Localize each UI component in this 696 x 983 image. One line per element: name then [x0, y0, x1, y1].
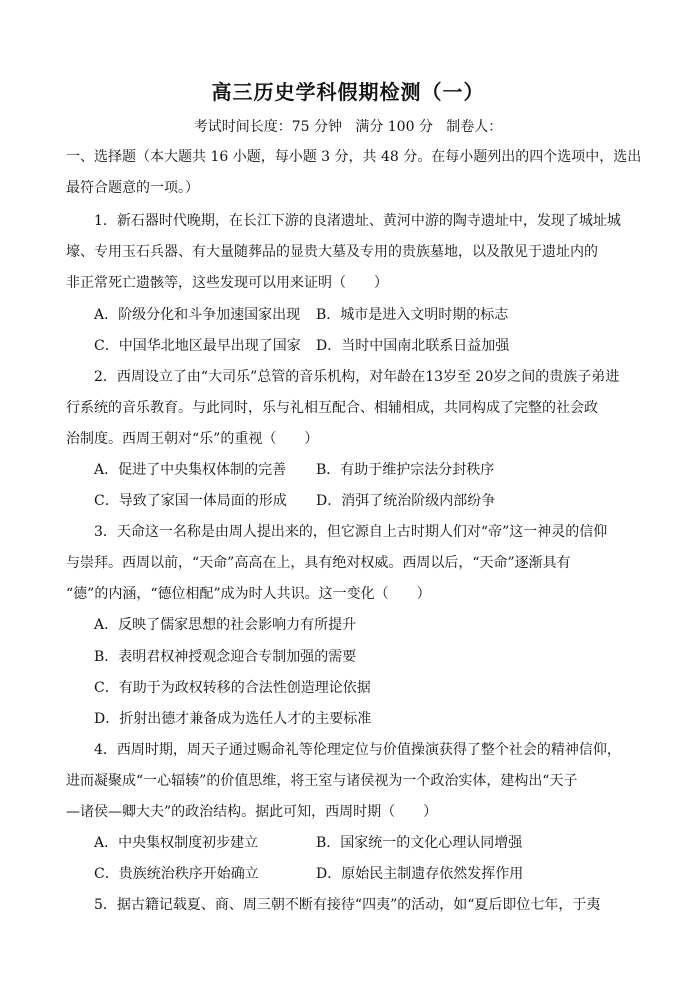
section-heading-line-1: 一、选择题（本大题共 16 小题，每小题 3 分，共 48 分。在每小题列出的四个选项中，选出 [66, 149, 642, 165]
q3-option-d[interactable]: D．折射出德才兼备成为选任人才的主要标准 [94, 711, 372, 727]
q2-option-c[interactable]: C．导致了家国一体局面的形成 [94, 493, 287, 509]
page-title: 高三历史学科假期检测（一） [211, 80, 485, 104]
q3-option-c[interactable]: C．有助于为政权转移的合法性创造理论依据 [94, 680, 371, 696]
q1-stem-line-3: 非正常死亡遗骸等，这些发现可以用来证明（ ） [66, 275, 388, 291]
q3-stem-line-2: 与崇拜。西周以前，“天命”高高在上，具有绝对权威。西周以后，“天命”逐渐具有 [66, 555, 571, 571]
q5-stem-line-1: 5．据古籍记载夏、商、周三朝不断有接待“四夷”的活动，如“夏后即位七年，于夷 [94, 897, 601, 913]
q2-option-b[interactable]: B．有助于维护宗法分封秩序 [316, 462, 495, 478]
q2-option-d[interactable]: D．消弭了统治阶级内部纷争 [316, 493, 496, 509]
q2-stem-line-2: 行系统的音乐教育。与此同时，乐与礼相互配合、相辅相成，共同构成了完整的社会政 [66, 400, 598, 416]
q4-option-c[interactable]: C．贵族统治秩序开始确立 [94, 866, 259, 882]
q4-option-d[interactable]: D．原始民主制遗存依然发挥作用 [316, 866, 524, 882]
q1-option-b[interactable]: B．城市是进入文明时期的标志 [316, 307, 509, 323]
q1-option-d[interactable]: D．当时中国南北联系日益加强 [316, 338, 510, 354]
q4-option-a[interactable]: A．中央集权制度初步建立 [94, 835, 259, 851]
q3-stem-line-1: 3．天命这一名称是由周人提出来的，但它源自上古时期人们对“帝”这一神灵的信仰 [94, 524, 608, 540]
section-heading-line-2: 最符合题意的一项。） [66, 180, 199, 196]
q2-stem-line-3: 治制度。西周王朝对“乐”的重视（ ） [66, 431, 319, 447]
q4-stem-line-3: —诸侯—卿大夫”的政治结构。据此可知，西周时期（ ） [66, 804, 438, 820]
q1-stem-line-1: 1．新石器时代晚期，在长江下游的良渚遗址、黄河中游的陶寺遗址中，发现了城址城 [94, 213, 621, 229]
q1-stem-line-2: 壕、专用玉石兵器、有大量随葬品的显贵大墓及专用的贵族墓地，以及散见于遗址内的 [66, 244, 598, 260]
q2-option-a[interactable]: A．促进了中央集权体制的完善 [94, 462, 287, 478]
q3-stem-line-3: “德”的内涵，“德位相配”成为时人共识。这一变化（ ） [66, 586, 431, 602]
q3-option-b[interactable]: B．表明君权神授观念迎合专制加强的需要 [94, 649, 357, 665]
exam-info: 考试时间长度：75 分钟 满分 100 分 制卷人： [193, 119, 503, 135]
q4-option-b[interactable]: B．国家统一的文化心理认同增强 [316, 835, 523, 851]
q4-stem-line-2: 进而凝聚成“一心辐辏”的价值思维，将王室与诸侯视为一个政治实体，建构出“天子 [66, 773, 578, 789]
q4-stem-line-1: 4．西周时期，周天子通过赐命礼等伦理定位与价值操演获得了整个社会的精神信仰， [94, 742, 621, 758]
q3-option-a[interactable]: A．反映了儒家思想的社会影响力有所提升 [94, 617, 357, 633]
q1-option-a[interactable]: A．阶级分化和斗争加速国家出现 [94, 307, 301, 323]
q2-stem-line-1: 2．西周设立了由“大司乐”总管的音乐机构，对年龄在13岁至 20岁之间的贵族子弟进 [94, 369, 620, 385]
q1-option-c[interactable]: C．中国华北地区最早出现了国家 [94, 338, 301, 354]
